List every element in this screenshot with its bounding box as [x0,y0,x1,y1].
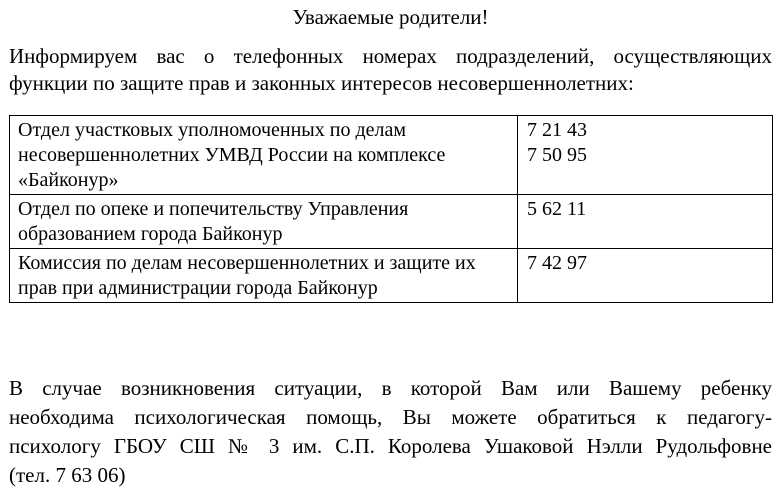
department-cell: Отдел участковых уполномоченных по делам несовершеннолетних УМВД России на комплексе «Байконур» [10,116,518,195]
phone-cell [518,249,773,303]
department-cell: Комиссия по делам несовершеннолетних и защите их прав при администрации города Байконур [10,249,518,303]
greeting-heading: Уважаемые родители! [292,5,489,29]
phone-number: 7 50 95 [527,144,587,166]
contacts-table [9,115,773,303]
outro-paragraph [9,374,772,490]
outro-line: В случае возникновения ситуации, в которой Вам или Вашему ребенку [9,376,772,400]
outro-line: психологу ГБОУ СШ № 3 им. С.П. Королева Ушаковой Нэлли Рудольфовне [9,434,772,458]
phone-cell [518,116,773,195]
intro-line: Информируем вас о телефонных номерах подразделений, осуществляющих [9,44,772,68]
outro-line: (тел. 7 63 06) [9,463,126,487]
table-row [10,116,773,195]
intro-paragraph [9,43,772,97]
phone-cell [518,195,773,249]
table-row [10,249,773,303]
intro-line: функции по защите прав и законных интересов несовершеннолетних: [9,71,634,95]
department-cell: Отдел по опеке и попечительству Управления образованием города Байконур [10,195,518,249]
table-row [10,195,773,249]
phone-number: 7 42 97 [527,252,587,274]
phone-number: 7 21 43 [527,119,587,141]
outro-line: необходима психологическая помощь, Вы можете обратиться к педагогу- [9,405,772,429]
phone-number: 5 62 11 [527,198,587,220]
